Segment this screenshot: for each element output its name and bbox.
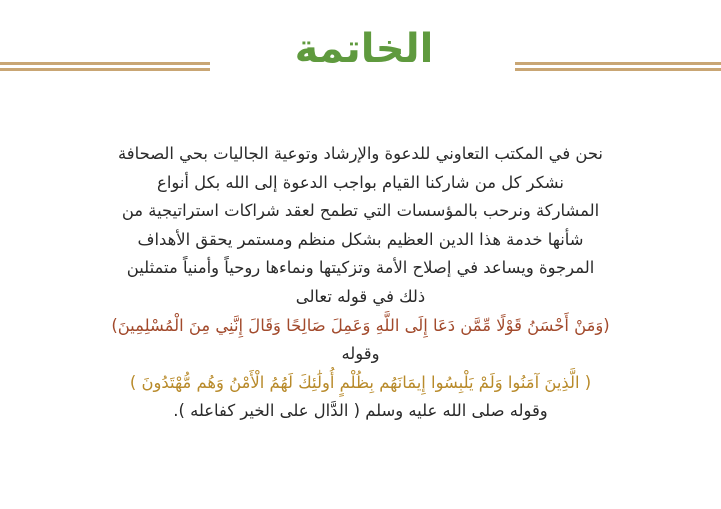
paragraph-line: ذلك في قوله تعالى	[295, 286, 426, 306]
paragraph-line: نحن في المكتب التعاوني للدعوة والإرشاد وتوعية الجاليات بحي الصحافة	[118, 144, 603, 163]
header	[0, 18, 721, 88]
conclusion-body	[20, 140, 701, 426]
page-title: الخاتمة	[294, 26, 434, 72]
paragraph-line: نشكر كل من شاركنا القيام بواجب الدعوة إلى الله بكل أنواع	[157, 172, 564, 192]
paragraph-line: المشاركة ونرحب بالمؤسسات التي تطمح لعقد شراكات استراتيجية من	[121, 201, 600, 221]
paragraph-line: المرجوة ويساعد في إصلاح الأمة وتزكيتها ونماءها روحياً وأمنياً متمثلين	[126, 258, 595, 278]
paragraph-line: شأنها خدمة هذا الدين العظيم بشكل منظم ومستمر يحقق الأهداف	[137, 229, 584, 249]
quran-verse-1: (وَمَنْ أَحْسَنُ قَوْلًا مِّمَّن دَعَا إِلَى اللَّهِ وَعَمِلَ صَالِحًا وَقَالَ إِنَّنِي مِنَ الْمُسْلِمِينَ)	[111, 315, 610, 335]
hadith-text: وقوله صلى الله عليه وسلم ( الدَّال على الخير كفاعله ).	[173, 401, 548, 421]
connector-text: وقوله	[341, 344, 380, 364]
decorative-rule-left	[0, 62, 210, 71]
decorative-rule-right	[515, 62, 721, 71]
quran-verse-2: ( الَّذِينَ آمَنُوا وَلَمْ يَلْبِسُوا إِيمَانَهُم بِظُلْمٍ أُولَٰئِكَ لَهُمُ الْأَمْنُ وَهُم مُّهْتَدُونَ )	[129, 372, 592, 392]
